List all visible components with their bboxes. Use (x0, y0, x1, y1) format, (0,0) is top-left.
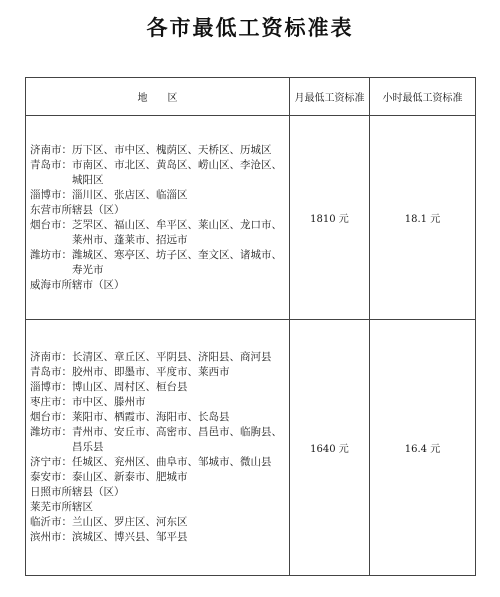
region-line: 淄博市：博山区、周村区、桓台县 (30, 381, 188, 393)
table-header-row (26, 78, 476, 116)
region-line: 青岛市：胶州市、即墨市、平度市、莱西市 (30, 366, 230, 378)
region-line: 城阳区 (30, 173, 104, 186)
region-line: 寿光市 (30, 263, 104, 276)
region-line: 日照市所辖县（区） (30, 486, 125, 498)
page-title: 各市最低工资标准表 (146, 15, 354, 40)
region-line: 济南市：历下区、市中区、槐荫区、天桥区、历城区 (30, 143, 272, 156)
region-line: 临沂市：兰山区、罗庄区、河东区 (30, 516, 188, 528)
monthly-wage-value: 1810 元 (290, 116, 370, 320)
region-line: 烟台市：莱阳市、栖霞市、海阳市、长岛县 (30, 411, 230, 423)
region-line: 济宁市：任城区、兖州区、曲阜市、邹城市、微山县 (30, 456, 272, 468)
table-row (26, 116, 476, 320)
minimum-wage-table (25, 77, 476, 576)
monthly-wage-value: 1640 元 (290, 320, 370, 576)
region-line: 莱芜市所辖区 (30, 501, 93, 513)
region-line: 济南市：长清区、章丘区、平阴县、济阳县、商河县 (30, 351, 272, 363)
region-list (26, 320, 290, 576)
region-list (26, 116, 290, 320)
header-hourly-wage: 小时最低工资标准 (370, 78, 476, 116)
region-line: 淄博市：淄川区、张店区、临淄区 (30, 188, 188, 201)
region-line: 莱州市、蓬莱市、招远市 (30, 233, 188, 246)
region-line: 昌乐县 (30, 441, 104, 453)
region-line: 烟台市：芝罘区、福山区、牟平区、莱山区、龙口市、 (30, 218, 282, 231)
region-line: 滨州市：滨城区、博兴县、邹平县 (30, 531, 188, 543)
region-line: 潍坊市：潍城区、寒亭区、坊子区、奎文区、诸城市、 (30, 248, 282, 261)
table-row (26, 320, 476, 576)
region-line: 潍坊市：青州市、安丘市、高密市、昌邑市、临朐县、 (30, 426, 282, 438)
header-region: 地 区 (26, 78, 290, 116)
hourly-wage-value: 16.4 元 (370, 320, 476, 576)
region-line: 青岛市：市南区、市北区、黄岛区、崂山区、李沧区、 (30, 158, 282, 171)
hourly-wage-value: 18.1 元 (370, 116, 476, 320)
region-line: 威海市所辖市（区） (30, 278, 125, 291)
region-line: 东营市所辖县（区） (30, 203, 125, 216)
region-line: 枣庄市：市中区、滕州市 (30, 396, 146, 408)
header-monthly-wage: 月最低工资标准 (290, 78, 370, 116)
region-line: 泰安市：泰山区、新泰市、肥城市 (30, 471, 188, 483)
